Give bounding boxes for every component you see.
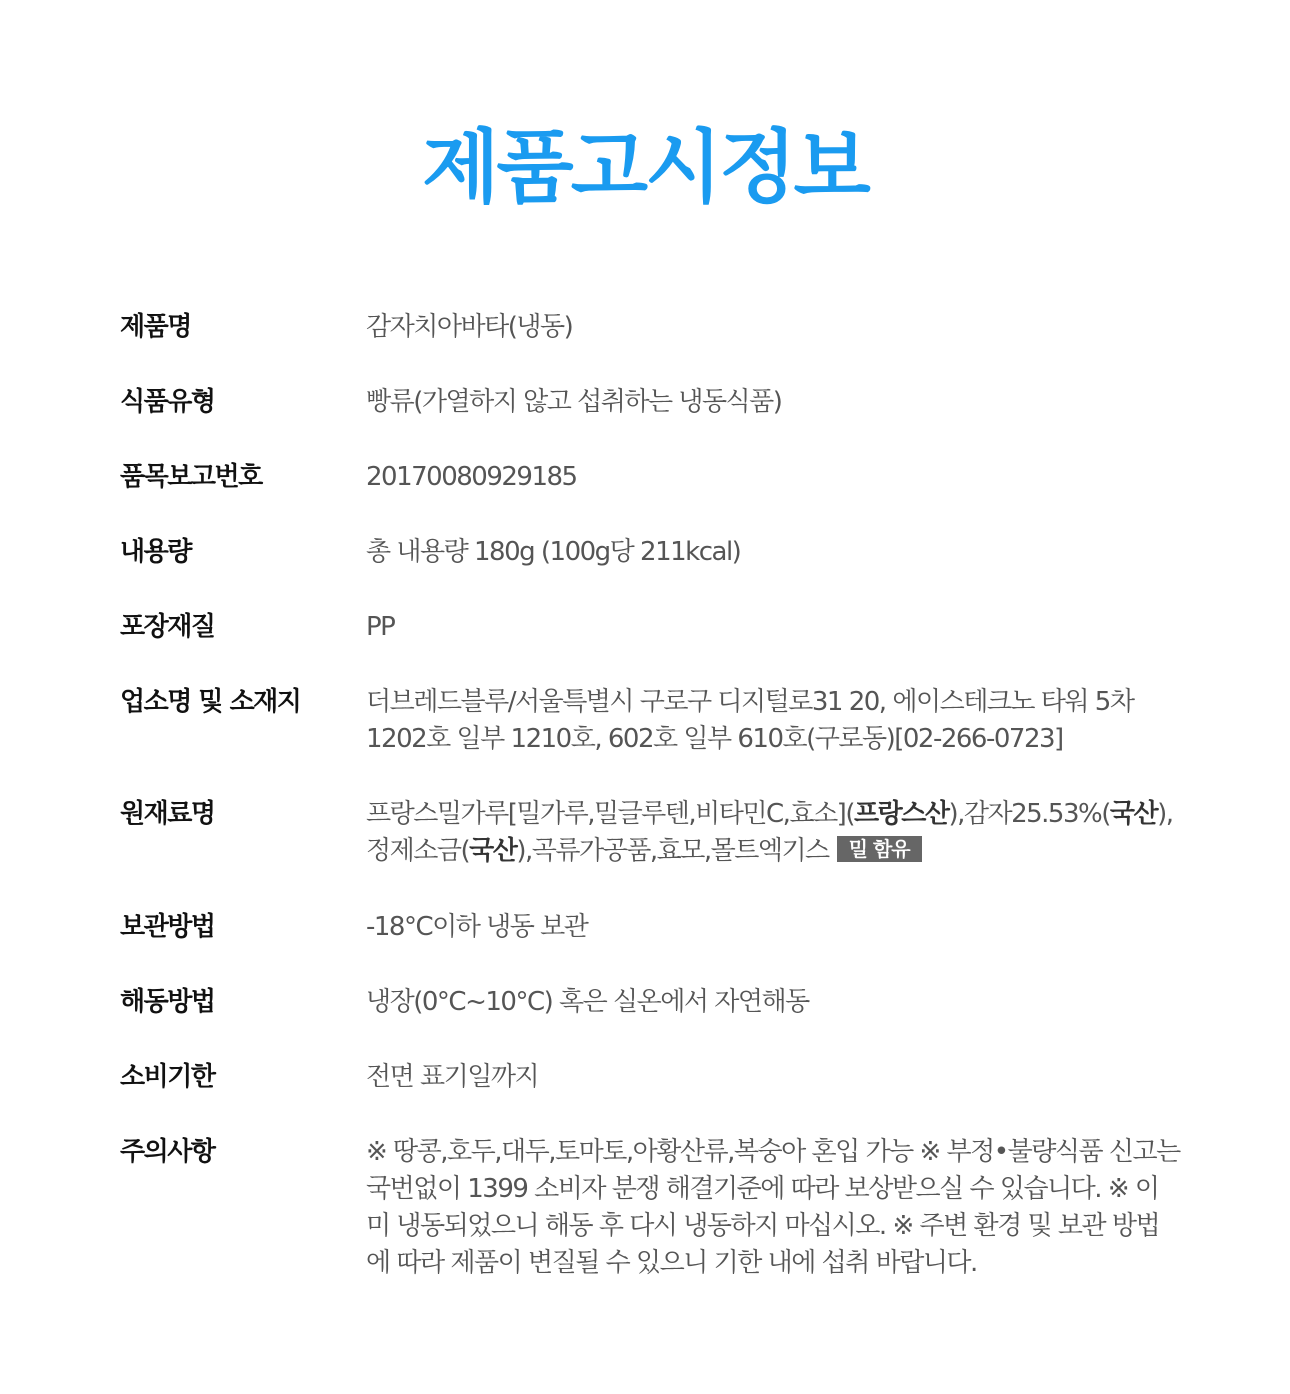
allergen-badge: 밀 함유 — [837, 836, 922, 862]
row-value: 냉장(0°C~10°C) 혹은 실온에서 자연해동 — [366, 987, 809, 1017]
row-value: PP — [366, 612, 395, 642]
row-value: 전면 표기일까지 — [366, 1062, 539, 1092]
row-manufacturer — [120, 684, 1180, 796]
ingredient-text: ),감자25.53%( — [948, 799, 1110, 829]
row-label: 소비기한 — [120, 1062, 215, 1092]
row-label: 식품유형 — [120, 387, 215, 417]
row-report-number — [120, 459, 1180, 534]
row-ingredients — [120, 796, 1180, 909]
row-label: 보관방법 — [120, 912, 215, 942]
row-expiry — [120, 1059, 1180, 1134]
row-value: 감자치아바타(냉동) — [366, 312, 573, 342]
row-value: -18°C이하 냉동 보관 — [366, 912, 588, 942]
row-label: 포장재질 — [120, 612, 215, 642]
row-packaging — [120, 609, 1180, 684]
ingredient-text: ),정제소금( — [366, 799, 1173, 866]
ingredient-origin: 국산 — [469, 836, 517, 866]
row-value: 빵류(가열하지 않고 섭취하는 냉동식품) — [366, 387, 782, 417]
page-title: 제품고시정보 — [422, 121, 868, 214]
ingredient-origin: 프랑스산 — [853, 799, 949, 829]
ingredient-origin: 국산 — [1109, 799, 1158, 829]
row-product-name — [120, 309, 1180, 384]
row-storage — [120, 909, 1180, 984]
row-value: 더브레드블루/서울특별시 구로구 디지털로31 20, 에이스테크노 타워 5차 1202호 일부 1210호, 602호 일부 610호(구로동)[02-266-0723] — [366, 687, 1134, 754]
ingredient-text: 프랑스밀가루[밀가루,밀글루텐,비타민C,효소]( — [366, 799, 854, 829]
row-thawing — [120, 984, 1180, 1059]
row-cautions — [120, 1134, 1180, 1282]
row-value — [366, 796, 1180, 870]
ingredient-text: ),곡류가공품,효모,몰트엑기스 — [516, 836, 829, 866]
row-net-content — [120, 534, 1180, 609]
row-value: 총 내용량 180g (100g당 211kcal) — [366, 537, 741, 567]
row-label: 해동방법 — [120, 987, 215, 1017]
row-label: 업소명 및 소재지 — [120, 687, 301, 717]
row-label: 제품명 — [120, 312, 191, 342]
row-value: 20170080929185 — [366, 462, 577, 492]
row-food-type — [120, 384, 1180, 459]
row-label: 내용량 — [120, 537, 191, 567]
row-value: ※ 땅콩,호두,대두,토마토,아황산류,복숭아 혼입 가능 ※ 부정•불량식품 신고는 국번없이 1399 소비자 분쟁 해결기준에 따라 보상받으실 수 있습니다. ※ 이미 냉동되었으니 해동 후 다시 냉동하지 마십시오. ※ 주변 환경 및 보관 방법에 따라 제품이 변질될 수 있으니 기한 내에 섭취 바랍니다. — [366, 1137, 1180, 1278]
row-label: 원재료명 — [120, 799, 215, 829]
info-table — [120, 309, 1180, 1282]
row-label: 품목보고번호 — [120, 462, 262, 492]
row-label: 주의사항 — [120, 1137, 215, 1167]
